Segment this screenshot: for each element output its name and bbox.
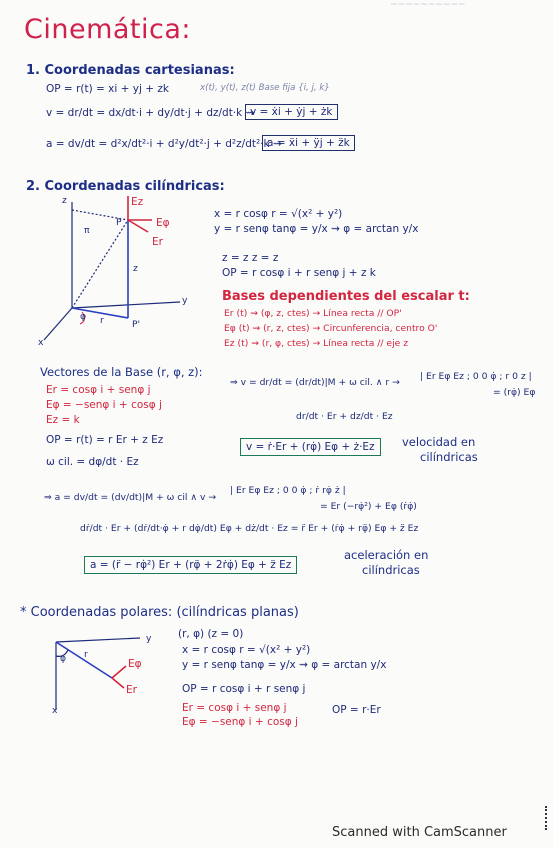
cylindrical-diagram-icon (30, 190, 200, 350)
velocity-determinant: | Er Eφ Ez ; 0 0 φ̇ ; r 0 z | (420, 371, 532, 382)
cyl-eq-z: z = z z = z (222, 252, 279, 264)
cartesian-velocity-box: v = ẋi + ẏj + żk (245, 104, 338, 120)
page-title: Cinemática: (24, 14, 191, 45)
omega-cil: ω cil. = dφ/dt · Ez (46, 456, 139, 468)
base-vector-Ez: Ez = k (46, 414, 80, 426)
velocity-note-1: velocidad en (402, 435, 476, 449)
section-polar-heading: * Coordenadas polares: (cilíndricas planas) (20, 605, 299, 620)
polar-eq-op-r: OP = r·Er (332, 704, 381, 716)
diagram-label-x: x (38, 337, 44, 348)
cyl-position-vector: OP = r(t) = r Er + z Ez (46, 434, 164, 446)
dependent-base-Ez: Ez (t) ⇝ (r, φ, ctes) → Línea recta // eje z (224, 338, 409, 349)
cartesian-eq-velocity: v = dr/dt = dx/dt·i + dy/dt·j + dz/dt·k ⇝ (46, 107, 255, 119)
margin-marks-icon (545, 806, 551, 830)
dependent-bases-title: Bases dependientes del escalar t: (222, 289, 470, 304)
diagram-label-Ez: Ez (131, 196, 144, 208)
polar-label-x: x (52, 705, 58, 716)
diagram-label-pi: π (84, 225, 90, 236)
faint-header: ~~~~~~~~~~ (390, 0, 466, 10)
dependent-base-Ephi: Eφ (t) ⇝ (r, z, ctes) → Circunferencia, centro O' (224, 323, 438, 334)
diagram-label-Pprime: P' (132, 319, 141, 330)
polar-eq-op: OP = r cosφ i + r senφ j (182, 683, 306, 695)
acceleration-derivation-2: dṙ/dt · Er + (dṙ/dt·φ̇ + r dφ̇/dt) Eφ + dż/dt · Ez = r̈ Er + (ṙφ̇ + rφ̈) Eφ + z̈ Ez (80, 523, 419, 534)
base-vector-Er: Er = cosφ i + senφ j (46, 384, 151, 396)
acceleration-determinant: | Er Eφ Ez ; 0 0 φ̇ ; ṙ rφ̇ ż | (230, 485, 346, 496)
polar-eq-x: x = r cosφ r = √(x² + y²) (182, 644, 311, 656)
dependent-base-Er: Er (t) ⇝ (φ, z, ctes) → Línea recta // OP' (224, 308, 402, 319)
diagram-label-Er: Er (152, 236, 163, 248)
polar-label-y: y (146, 633, 152, 644)
velocity-determinant-result: = (rφ̇) Eφ (493, 387, 536, 398)
velocity-derivation-2: dr/dt · Er + dz/dt · Ez (296, 411, 393, 422)
cartesian-eq-acceleration: a = dv/dt = d²x/dt²·i + d²y/dt²·j + d²z/dt²·k ⇝ (46, 138, 282, 150)
cartesian-eq-note: x(t), y(t), z(t) Base fija {i, j, k} (200, 83, 330, 93)
velocity-derivation: ⇒ v = dr/dt = (dr/dt)|M + ω cil. ∧ r → (230, 377, 400, 388)
diagram-label-Ephi: Eφ (156, 217, 170, 229)
base-vectors-title: Vectores de la Base (r, φ, z): (40, 365, 203, 379)
diagram-label-P: P (116, 217, 122, 228)
diagram-label-Z: z (133, 263, 138, 274)
base-vector-Ephi: Eφ = −senφ i + cosφ j (46, 399, 162, 411)
acceleration-cylindrical-box: a = (r̈ − rφ̇²) Er + (rφ̈ + 2ṙφ̇) Eφ + z̈ Ez (84, 556, 297, 574)
section-cartesian-heading: 1. Coordenadas cartesianas: (26, 63, 235, 78)
diagram-label-r: r (100, 315, 104, 326)
scanner-watermark: Scanned with CamScanner (332, 825, 507, 840)
acceleration-note-1: aceleración en (344, 548, 429, 562)
diagram-label-y: y (182, 295, 188, 306)
cyl-eq-y: y = r senφ tanφ = y/x ⇝ φ = arctan y/x (214, 223, 419, 235)
polar-eq-Er: Er = cosφ i + senφ j (182, 702, 287, 714)
cyl-eq-x: x = r cosφ r = √(x² + y²) (214, 208, 343, 220)
polar-eq-Ephi: Eφ = −senφ i + cosφ j (182, 716, 298, 728)
polar-label-Er: Er (126, 684, 137, 696)
diagram-label-z: z (62, 195, 67, 206)
velocity-note-2: cilíndricas (420, 450, 478, 464)
polar-label-Ephi: Eφ (128, 658, 142, 670)
section-cylindrical-heading: 2. Coordenadas cilíndricas: (26, 179, 225, 194)
velocity-cylindrical-box: v = ṙ·Er + (rφ̇) Eφ + ż·Ez (240, 438, 381, 456)
acceleration-derivation: ⇒ a = dv/dt = (dv/dt)|M + ω cil ∧ v → (44, 492, 217, 503)
polar-label-r: r (84, 649, 88, 660)
cartesian-acceleration-box: a = ẍi + ÿj + z̈k (262, 135, 355, 151)
polar-label-phi: φ (60, 653, 67, 664)
polar-sub: (r, φ) (z = 0) (178, 628, 244, 640)
acceleration-determinant-result: = Er (−rφ̇²) + Eφ (ṙφ̇) (320, 501, 417, 512)
polar-eq-y: y = r senφ tanφ = y/x ⇝ φ = arctan y/x (182, 659, 387, 671)
cyl-eq-op: OP = r cosφ i + r senφ j + z k (222, 267, 376, 279)
diagram-label-phi: φ (80, 311, 87, 322)
polar-diagram-icon (40, 630, 160, 720)
acceleration-note-2: cilíndricas (362, 563, 420, 577)
cartesian-eq-position: OP = r(t) = xi + yj + zk (46, 83, 169, 95)
